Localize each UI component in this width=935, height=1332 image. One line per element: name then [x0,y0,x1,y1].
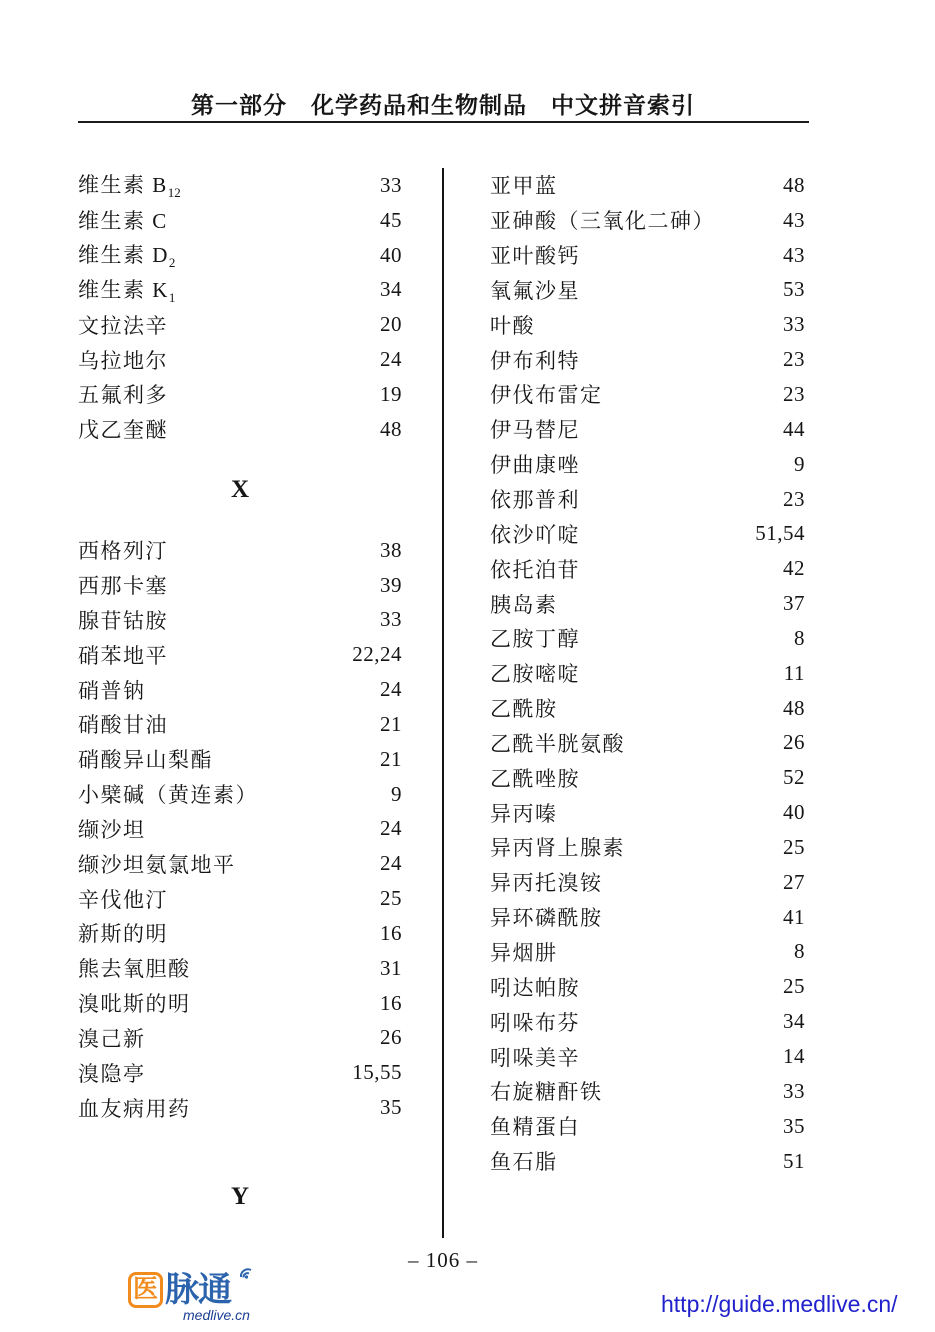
index-entry [78,951,402,986]
drug-page: 33 [380,607,402,632]
drug-page: 48 [783,172,805,197]
drug-name: 溴己新 [78,1026,146,1051]
index-entry [490,1074,805,1109]
index-entry [78,273,402,308]
drug-name: 依那普利 [490,488,580,513]
drug-page: 24 [380,347,402,372]
index-entry [490,447,805,482]
index-entry [490,1144,805,1179]
index-entry [78,342,402,377]
drug-name: 吲哚布芬 [490,1010,580,1035]
drug-name: 鱼精蛋白 [490,1115,580,1140]
index-entry [78,846,402,881]
drug-page: 19 [380,381,402,406]
drug-name: 胰岛素 [490,592,558,617]
drug-name: 缬沙坦 [78,817,146,842]
drug-page: 23 [783,486,805,511]
drug-page: 33 [783,312,805,337]
index-entry [78,1021,402,1056]
drug-page: 15,55 [352,1060,402,1085]
index-entry [490,586,805,621]
drug-name: 伊布利特 [490,348,580,373]
index-entry [78,377,402,412]
header-rule [78,121,809,123]
drug-name: 叶酸 [490,313,535,338]
drug-name: 维生素 $K_1$ [78,277,176,306]
drug-page: 8 [794,625,805,650]
drug-name: 乌拉地尔 [78,348,168,373]
signal-icon [238,1265,254,1284]
drug-page: 38 [380,537,402,562]
index-entry [78,707,402,742]
index-entry [78,238,402,273]
drug-page: 24 [380,816,402,841]
drug-name: 鱼石脂 [490,1150,558,1175]
index-entry [490,412,805,447]
drug-name: 腺苷钴胺 [78,608,168,633]
drug-name: 戊乙奎醚 [78,418,168,443]
drug-name: 五氟利多 [78,383,168,408]
drug-name: 维生素 C [78,209,168,234]
drug-name: 异烟肼 [490,940,558,965]
index-entry [78,1055,402,1090]
medlive-logo-wordmark [128,1272,250,1308]
page-number: – 106 – [408,1248,478,1272]
drug-page: 33 [783,1078,805,1103]
index-column-right [490,168,805,1178]
index-entry [78,412,402,447]
drug-page: 25 [380,886,402,911]
index-column-left [78,168,402,1240]
index-entry [490,516,805,551]
drug-name: 缬沙坦氨氯地平 [78,852,236,877]
drug-name: 依托泊苷 [490,557,580,582]
drug-page: 41 [783,904,805,929]
drug-page: 35 [380,1095,402,1120]
index-entry [490,1039,805,1074]
index-entry [490,203,805,238]
drug-page: 51 [783,1148,805,1173]
drug-page: 34 [380,277,402,302]
drug-name: 血友病用药 [78,1096,191,1121]
drug-name: 硝普钠 [78,678,146,703]
index-entry [490,900,805,935]
index-entry [490,691,805,726]
index-entry [78,812,402,847]
index-entry [78,742,402,777]
drug-name: 右旋糖酐铁 [490,1080,603,1105]
drug-page: 35 [783,1113,805,1138]
drug-page: 39 [380,572,402,597]
index-entry [78,916,402,951]
drug-page: 48 [783,695,805,720]
drug-name: 溴吡斯的明 [78,992,191,1017]
index-entry [490,238,805,273]
drug-name: 辛伐他汀 [78,887,168,912]
drug-name: 伊伐布雷定 [490,383,603,408]
drug-name: 异丙嗪 [490,801,558,826]
drug-page: 24 [380,851,402,876]
drug-page: 48 [380,416,402,441]
drug-name: 伊曲康唑 [490,453,580,478]
index-entry [490,1109,805,1144]
drug-page: 31 [380,955,402,980]
drug-page: 9 [391,781,402,806]
drug-page: 45 [380,207,402,232]
drug-name: 异丙肾上腺素 [490,836,625,861]
index-entry [490,935,805,970]
drug-page: 43 [783,207,805,232]
index-entry [78,602,402,637]
drug-name: 维生素 $B_{12}$ [78,173,181,201]
index-entry [78,986,402,1021]
index-entry [78,881,402,916]
drug-page: 44 [783,416,805,441]
drug-name: 溴隐亭 [78,1061,146,1086]
drug-name: 异环磷酰胺 [490,906,603,931]
drug-page: 40 [380,242,402,267]
drug-name: 硝苯地平 [78,643,168,668]
drug-name: 小檗碱（黄连素） [78,783,258,808]
logo-domain-text: medlive.cn [183,1307,250,1323]
index-entry [490,342,805,377]
drug-page: 24 [380,677,402,702]
drug-page: 40 [783,800,805,825]
drug-page: 42 [783,556,805,581]
index-entry [78,777,402,812]
drug-page: 11 [783,660,805,685]
index-entry [490,795,805,830]
drug-name: 西格列汀 [78,539,168,564]
index-entry [78,533,402,568]
index-entry [78,637,402,672]
drug-page: 34 [783,1009,805,1034]
drug-name: 异丙托溴铵 [490,871,603,896]
drug-name: 乙胺嘧啶 [490,662,580,687]
drug-name: 吲达帕胺 [490,975,580,1000]
drug-page: 16 [380,920,402,945]
drug-name: 吲哚美辛 [490,1045,580,1070]
drug-page: 37 [783,591,805,616]
drug-page: 20 [380,312,402,337]
drug-name: 亚甲蓝 [490,174,558,199]
drug-page: 53 [783,277,805,302]
drug-page: 9 [794,451,805,476]
section-letter-x: X [230,475,250,503]
drug-name: 亚砷酸（三氧化二砷） [490,209,715,234]
index-entry [78,1090,402,1125]
drug-page: 21 [380,711,402,736]
drug-page: 23 [783,347,805,372]
drug-name: 伊马替尼 [490,418,580,443]
guide-url-link[interactable]: http://guide.medlive.cn/ [661,1291,898,1317]
drug-page: 52 [783,765,805,790]
drug-name: 乙酰胺 [490,697,558,722]
drug-name: 硝酸异山梨酯 [78,748,213,773]
logo-maitong-chars: 脉通 [165,1271,232,1309]
drug-page: 26 [380,1025,402,1050]
index-entry [490,551,805,586]
index-entry [490,726,805,761]
medlive-logo [128,1272,250,1323]
index-entry [490,969,805,1004]
drug-name: 氧氟沙星 [490,278,580,303]
drug-page: 51,54 [755,521,805,546]
index-entry [78,672,402,707]
index-entry [490,760,805,795]
drug-name: 新斯的明 [78,922,168,947]
index-entry [490,168,805,203]
drug-page: 8 [794,939,805,964]
section-letter-y: Y [230,1183,250,1211]
drug-page: 21 [380,746,402,771]
index-entry [490,482,805,517]
drug-page: 22,24 [352,642,402,667]
drug-page: 33 [380,172,402,197]
drug-name: 文拉法辛 [78,313,168,338]
index-entry [490,273,805,308]
drug-page: 25 [783,834,805,859]
drug-page: 26 [783,730,805,755]
index-entry [490,307,805,342]
index-entry [490,621,805,656]
index-entry [78,568,402,603]
drug-name: 西那卡塞 [78,574,168,599]
drug-name: 维生素 $D_2$ [78,243,176,271]
index-entry [490,1004,805,1039]
drug-name: 乙酰唑胺 [490,766,580,791]
index-entry [490,830,805,865]
drug-name: 硝酸甘油 [78,713,168,738]
drug-name: 依沙吖啶 [490,522,580,547]
index-entry [78,203,402,238]
logo-yi-char: 医 [128,1272,163,1308]
drug-name: 亚叶酸钙 [490,244,580,269]
drug-page: 14 [783,1044,805,1069]
page-title: 第一部分 化学药品和生物制品 中文拼音索引 [191,93,695,118]
index-entry [490,377,805,412]
drug-page: 25 [783,974,805,999]
index-entry [78,307,402,342]
drug-name: 乙酰半胱氨酸 [490,731,625,756]
drug-page: 16 [380,990,402,1015]
index-entry [490,656,805,691]
column-divider [442,168,444,1238]
drug-page: 23 [783,381,805,406]
drug-name: 乙胺丁醇 [490,627,580,652]
index-entry [490,865,805,900]
drug-page: 43 [783,242,805,267]
index-entry [78,168,402,203]
drug-page: 27 [783,869,805,894]
drug-name: 熊去氧胆酸 [78,957,191,982]
